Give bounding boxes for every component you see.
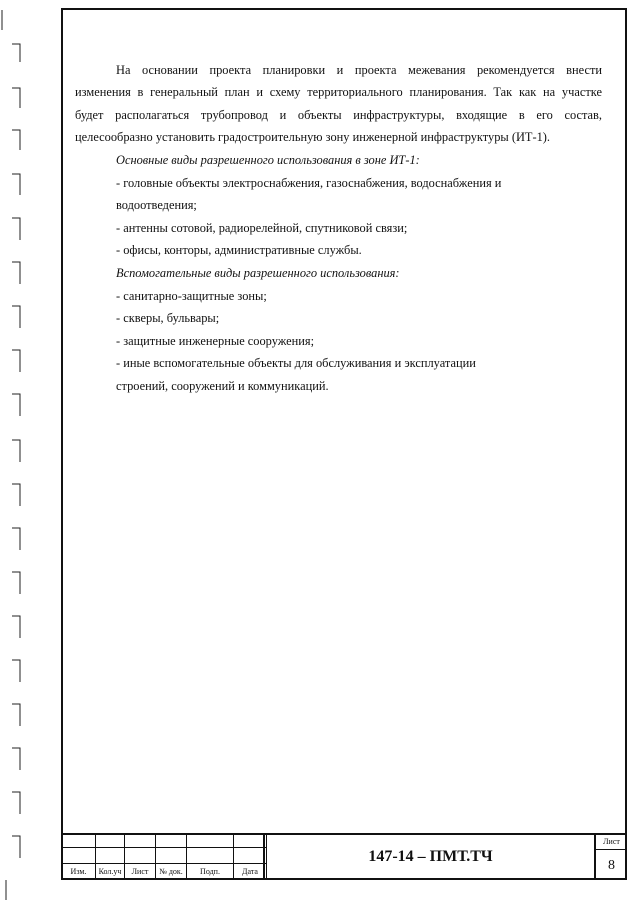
binding-marks bbox=[0, 0, 40, 905]
list-item: - скверы, бульвары; bbox=[116, 311, 220, 326]
list-item: строений, сооружений и коммуникаций. bbox=[116, 378, 329, 393]
title-block bbox=[61, 833, 627, 880]
paragraph-line bbox=[116, 36, 602, 59]
aux-uses-heading: Вспомогательные виды разрешенного использования: bbox=[116, 265, 400, 280]
paragraph-line: На основании проекта планировки и проекта межевания рекомендуется внести bbox=[116, 62, 602, 77]
list-item: - головные объекты электроснабжения, газоснабжения, водоснабжения и bbox=[116, 175, 502, 190]
main-uses-heading: Основные виды разрешенного использования в зоне ИТ-1: bbox=[116, 152, 420, 167]
list-item: водоотведения; bbox=[116, 198, 197, 213]
paragraph-line: будет располагаться трубопровод и объекты инфраструктуры, входящие в его состав, bbox=[75, 107, 602, 122]
col-list: Лист bbox=[125, 864, 156, 879]
list-item: - иные вспомогательные объекты для обслуживания и эксплуатации bbox=[116, 356, 476, 371]
list-item: - защитные инженерные сооружения; bbox=[116, 333, 315, 348]
col-n-dok: № док. bbox=[156, 864, 187, 879]
list-item: - санитарно-защитные зоны; bbox=[116, 288, 267, 303]
list-item: - офисы, конторы, административные службы. bbox=[116, 243, 362, 258]
col-podp: Подп. bbox=[187, 864, 234, 879]
sheet-box bbox=[594, 833, 627, 880]
sheet-label: Лист bbox=[596, 833, 627, 850]
document-body bbox=[75, 36, 602, 398]
list-item: - антенны сотовой, радиорелейной, спутниковой связи; bbox=[116, 220, 408, 235]
document-code: 147-14 – ПМТ.ТЧ bbox=[263, 833, 596, 880]
paragraph-line: целесообразно установить градостроительную зону инженерной инфраструктуры (ИТ-1). bbox=[75, 130, 551, 145]
col-kol-uch: Кол.уч bbox=[96, 864, 125, 879]
col-data: Дата bbox=[234, 864, 267, 879]
sheet-number: 8 bbox=[608, 857, 615, 873]
col-izm: Изм. bbox=[62, 864, 96, 879]
paragraph-line: изменения в генеральный план и схему территориального планирования. Так как на участке bbox=[75, 85, 602, 100]
revision-table bbox=[61, 833, 267, 879]
